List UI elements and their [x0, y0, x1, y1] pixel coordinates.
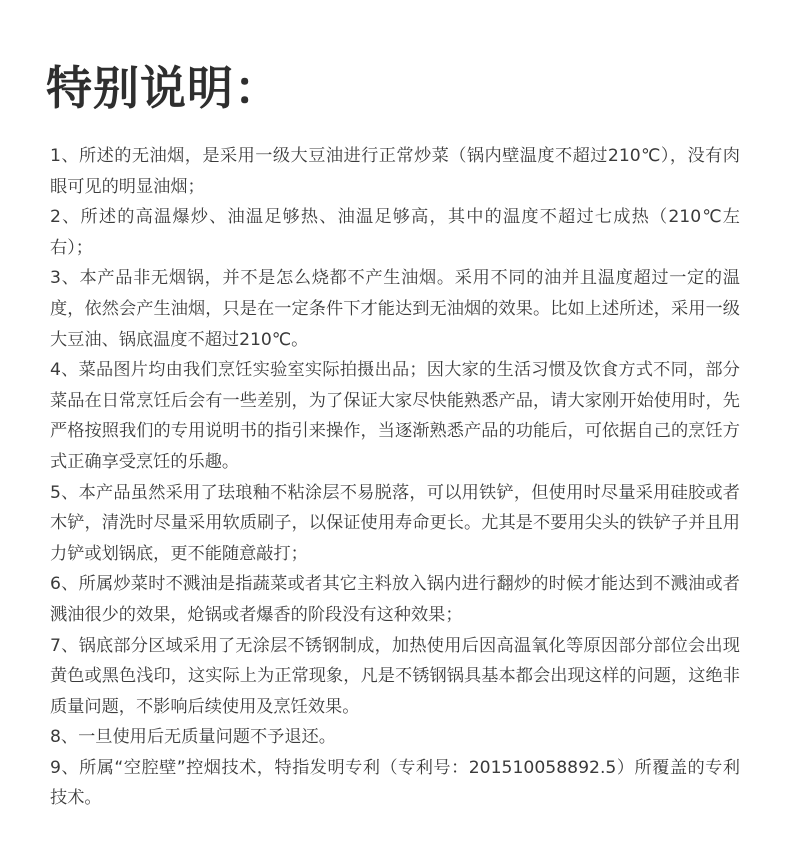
- note-item-2: 2、所述的高温爆炒、油温足够热、油温足够高，其中的温度不超过七成热（210℃左右）；: [50, 207, 740, 258]
- note-item-3: 3、本产品非无烟锅，并不是怎么烧都不产生油烟。采用不同的油并且温度超过一定的温度，依然会产生油烟，只是在一定条件下才能达到无油烟的效果。比如上述所述，采用一级大豆油、锅底温度不超过210℃。: [50, 268, 740, 350]
- notes-list: [50, 141, 740, 814]
- note-item-6: 6、所属炒菜时不溅油是指蔬菜或者其它主料放入锅内进行翻炒的时候才能达到不溅油或者溅油很少的效果，炝锅或者爆香的阶段没有这种效果；: [50, 574, 740, 625]
- note-item-9: 9、所属“空腔壁”控烟技术，特指发明专利（专利号：201510058892.5）所覆盖的专利技术。: [50, 757, 740, 809]
- page-title: 特别说明：: [46, 61, 281, 115]
- note-item-7: 7、锅底部分区域采用了无涂层不锈钢制成，加热使用后因高温氧化等原因部分部位会出现黄色或黑色浅印，这实际上为正常现象，凡是不锈钢锅具基本都会出现这样的问题，这绝非质量问题，不影响后续使用及烹饪效果。: [50, 635, 740, 717]
- note-item-1: 1、所述的无油烟，是采用一级大豆油进行正常炒菜（锅内壁温度不超过210℃），没有肉眼可见的明显油烟；: [50, 146, 740, 197]
- note-item-8: 8、一旦使用后无质量问题不予退还。: [50, 727, 336, 748]
- note-item-4: 4、菜品图片均由我们烹饪实验室实际拍摄出品；因大家的生活习惯及饮食方式不同，部分菜品在日常烹饪后会有一些差别，为了保证大家尽快能熟悉产品，请大家刚开始使用时，先严格按照我们的专用说明书的指引来操作，当逐渐熟悉产品的功能后，可依据自己的烹饪方式正确享受烹饪的乐趣。: [50, 360, 740, 472]
- note-item-5: 5、本产品虽然采用了珐琅釉不粘涂层不易脱落，可以用铁铲，但使用时尽量采用硅胶或者木铲，清洗时尽量采用软质刷子，以保证使用寿命更长。尤其是不要用尖头的铁铲子并且用力铲或划锅底，更不能随意敲打；: [50, 482, 740, 564]
